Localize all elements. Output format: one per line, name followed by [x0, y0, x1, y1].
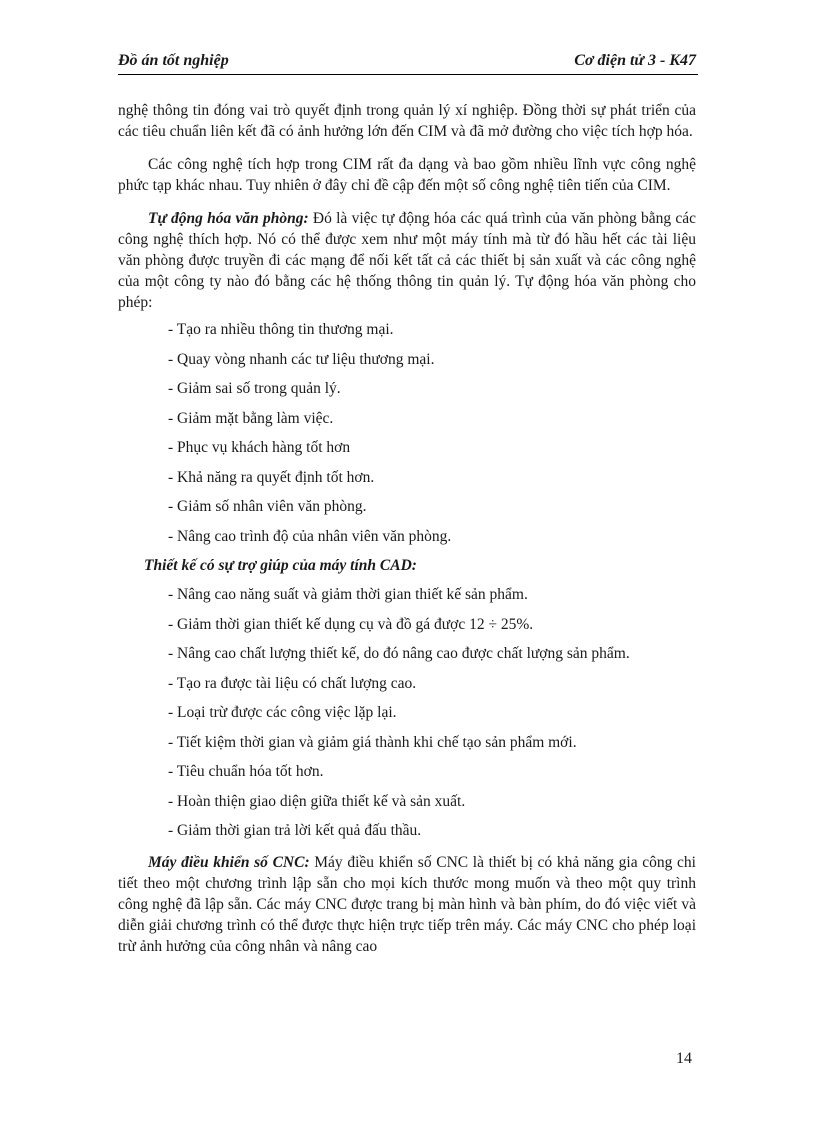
- list-item: - Giảm thời gian trả lời kết quả đấu thầu.: [168, 822, 422, 839]
- list-item: - Quay vòng nhanh các tư liệu thương mại.: [168, 350, 435, 368]
- list-item: - Giảm thời gian thiết kế dụng cụ và đồ gá được 12 ÷ 25%.: [168, 615, 534, 633]
- paragraph-office-automation: [118, 208, 696, 313]
- list-item: - Giảm số nhân viên văn phòng.: [168, 498, 367, 515]
- list-item: - Hoàn thiện giao diện giữa thiết kế và sản xuất.: [168, 792, 466, 810]
- paragraph-technologies: Các công nghệ tích hợp trong CIM rất đa dạng và bao gồm nhiều lĩnh vực công nghệ phức tạp khác nhau. Tuy nhiên ở đây chỉ đề cập đến một số công nghệ tiên tiến của CIM.: [118, 156, 696, 194]
- paragraph-cnc: [118, 852, 696, 957]
- cnc-text: Máy điều khiển số CNC là thiết bị có khả năng gia công chi tiết theo một chương trình lập sẵn cho mọi kích thước mong muốn và theo một quy trình công nghệ đã lập sẵn. Các máy CNC được trang bị màn hình và bàn phím, do đó việc viết và diễn giải chương trình có thể được thực hiện trực tiếp trên máy. Các máy CNC cho phép loại trừ ảnh hưởng của công nhân và nâng cao: [118, 853, 696, 955]
- list-item: - Giảm mặt bằng làm việc.: [168, 409, 334, 427]
- list-item: - Nâng cao chất lượng thiết kế, do đó nâng cao được chất lượng sản phẩm.: [168, 645, 630, 662]
- list-item: - Loại trừ được các công việc lặp lại.: [168, 704, 397, 721]
- office-automation-lead: Tự động hóa văn phòng:: [148, 210, 309, 227]
- cad-benefits-list: [168, 584, 696, 850]
- header-left-title: Đồ án tốt nghiệp: [118, 52, 229, 69]
- cnc-lead: Máy điều khiển số CNC:: [148, 853, 310, 871]
- list-item: - Khả năng ra quyết định tốt hơn.: [168, 468, 375, 486]
- office-benefits-list: [168, 319, 696, 555]
- list-item: - Tạo ra được tài liệu có chất lượng cao.: [168, 674, 417, 692]
- list-item: - Tiêu chuẩn hóa tốt hơn.: [168, 763, 324, 780]
- header-right-title: Cơ điện tử 3 - K47: [574, 52, 696, 69]
- cad-section-title: Thiết kế có sự trợ giúp của máy tính CAD:: [144, 557, 417, 574]
- office-automation-text: Đó là việc tự động hóa các quá trình của văn phòng bằng các công nghệ thích hợp. Nó có thể được xem như một máy tính mà từ đó hầu hết các tài liệu văn phòng được truyền đi các mạng để nối kết tất cả các thiết bị sản xuất và các công nghệ của một công ty nào đó bằng các hệ thống thông tin quản lý. Tự động hóa văn phòng cho phép:: [118, 210, 696, 311]
- list-item: - Nâng cao trình độ của nhân viên văn phòng.: [168, 527, 452, 545]
- list-item: - Phục vụ khách hàng tốt hơn: [168, 439, 351, 456]
- list-item: - Giảm sai số trong quản lý.: [168, 380, 341, 397]
- list-item: - Tiết kiệm thời gian và giảm giá thành khi chế tạo sản phẩm mới.: [168, 733, 577, 751]
- list-item: - Nâng cao năng suất và giảm thời gian thiết kế sản phẩm.: [168, 586, 528, 603]
- paragraph-intro: nghệ thông tin đóng vai trò quyết định trong quản lý xí nghiệp. Đồng thời sự phát triển của các tiêu chuẩn liên kết đã có ảnh hưởng lớn đến CIM và đã mở đường cho việc tích hợp hóa.: [118, 102, 696, 140]
- page-header: [118, 48, 698, 75]
- list-item: - Tạo ra nhiều thông tin thương mại.: [168, 321, 394, 338]
- page-content: [118, 100, 696, 969]
- page-number: 14: [676, 1050, 692, 1067]
